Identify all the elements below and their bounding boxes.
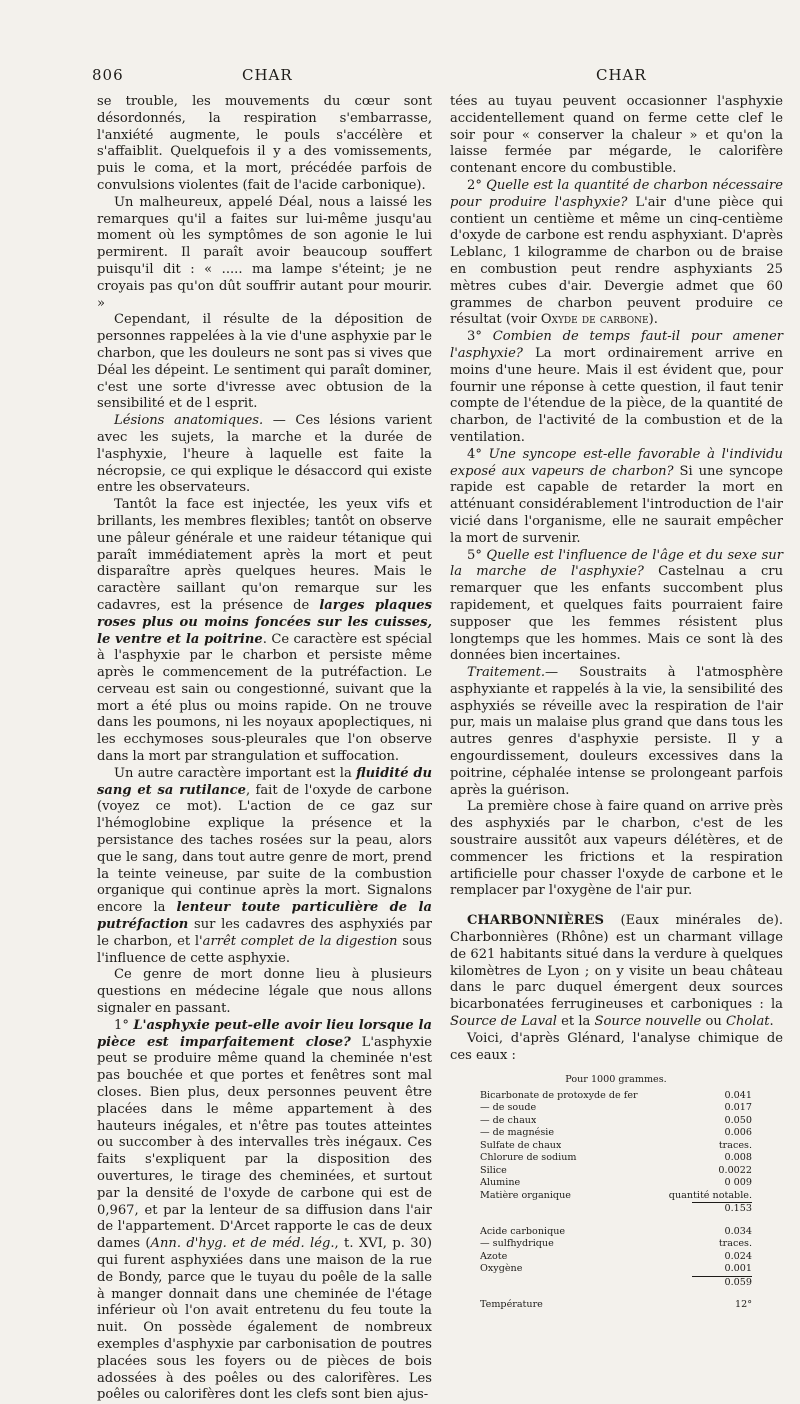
paragraph [450,548,783,666]
paragraph-text: . [769,1014,774,1030]
paragraph-text: sur les cadavres des asphyxiés par le charbon, et l' [97,917,432,949]
paragraph: Cependant, il résulte de la déposition de personnes rappelées à la vie d'une asphyxie par le charbon, que les douleurs ne sont pas si vives que Déal les dépeint. Le sentiment qui paraît dominer, c'est une sorte d'ivresse avec obtusion de la sensibilité et de l esprit. [97,312,432,412]
row-value: 0.006 [724,1127,752,1139]
emphasis: Source nouvelle [594,1014,702,1030]
paragraph-text: et la [556,1014,595,1030]
row-value: 0.008 [724,1152,752,1164]
table-row [480,1102,752,1115]
table-row [480,1238,752,1251]
citation: Ann. d'hyg. et de méd. lég. [150,1236,335,1252]
table-row [480,1299,752,1312]
paragraph [450,447,783,548]
cross-reference: Oxyde de carbone [540,312,649,328]
row-label: Azote [480,1250,508,1262]
emphasis: Cholat [725,1014,770,1030]
row-value: 0 009 [724,1177,752,1189]
paragraph-text: (Eaux minérales de). Charbonnières (Rhône) est un charmant village de 621 habitants situé dans la verdure à quelques kilomètres de Lyon ; on y visite un beau château dans le parc duquel émergent deux sources bicarbonatées ferrugineuses et carboniques : la [450,913,783,1013]
paragraph-text: — Soustraits à l'atmosphère asphyxiante et rappelés à la vie, la sensibilité des asphyxiés se réveille avec la respiration de l'air pur, mais un malaise plus grand que dans tous les autres genres d'asphyxie persiste. Il y a engourdissement, douleurs excessives dans la poitrine, céphalée intense se prolongeant parfois après la guérison. [450,665,783,798]
row-label: — sulfhydrique [480,1238,554,1250]
paragraph [450,178,783,329]
row-label: — de magnésie [480,1127,554,1139]
right-column [450,94,783,1312]
row-label: Bicarbonate de protoxyde de fer [480,1089,638,1101]
emphasis: arrêt complet de la digestion [202,933,398,949]
row-value: 0.017 [724,1102,752,1114]
table-row [480,1190,752,1203]
question-number: 1° [114,1017,134,1033]
paragraph [97,497,432,766]
table-body-gases [480,1226,752,1276]
question-title: Combien de temps faut-il pour amener l'asphyxie? [450,329,783,361]
question-number: 2° [467,177,487,193]
row-value: 0.041 [724,1089,752,1101]
row-value: traces. [718,1139,752,1151]
page-number: 806 [92,66,124,84]
question-number: 5° [467,547,487,563]
emphasis: fluidité du sang et sa rutilance [97,765,432,798]
row-label: Oxygène [480,1263,523,1275]
row-value: quantité notable. [668,1189,752,1201]
row-label: Acide carbonique [480,1225,566,1237]
question-title: Quelle est la quantité de charbon nécessaire pour produire l'asphyxie? [450,177,783,210]
question-number: 4° [467,446,489,462]
paragraph: La première chose à faire quand on arrive près des asphyxiés par le charbon, c'est de les soustraire aussitôt aux vapeurs délétères, et de commencer les frictions et la respiration artificielle pour chasser l'oxyde de carbone et le remplacer par l'oxygène de l'air pur. [450,799,783,899]
table-row [480,1090,752,1103]
table-total: 0.153 [692,1202,752,1216]
emphasis: lenteur toute particulière de la putréfaction [97,900,432,933]
paragraph: se trouble, les mouvements du cœur sont désordonnés, la respiration s'embarrasse, l'anxiété augmente, le pouls s'accélère et s'affaiblit. Quelquefois il y a des vomissements, puis le coma, et la mort, précédée parfois de convulsions violentes (fait de l'acide carbonique). [97,94,432,193]
table-row [480,1140,752,1153]
section-title: Lésions anatomiques. [114,413,264,429]
row-label: Température [480,1299,543,1311]
question-title: L'asphyxie peut-elle avoir lieu lorsque la pièce est imparfaitement close? [97,1017,433,1050]
question-title: Une syncope est-elle favorable à l'individu exposé aux vapeurs de charbon? [450,446,783,479]
paragraph-text: La mort ordinairement arrive en moins d'une heure. Mais il est évident que, pour fournir une réponse à cette question, il faut tenir compte de l'étendue de la pièce, de la quantité de charbon, de l'activité de la combustion et de la ventilation. [450,345,783,445]
left-column [97,94,432,1404]
entry-headword: CHARBONNIÈRES [467,913,604,929]
table-row [480,1127,752,1140]
running-head-left: CHAR [242,66,293,84]
paragraph-text: , fait de l'oxyde de carbone (voyez ce mot). L'action de ce gaz sur l'hémoglobine explique la présence et la persistance des taches rosées sur la peau, alors que le sang, dans tout autre genre de mort, prend la teinte veineuse, par suite de la combustion organique qui continue après la mort. Signalons encore la [97,782,432,916]
paragraph [450,329,783,447]
row-value: 0.0022 [718,1164,752,1176]
table-row [480,1226,752,1239]
paragraph-text: L'asphyxie peut se produire même quand la cheminée n'est pas bouchée et que portes et fenêtres sont mal closes. Bien plus, deux personnes peuvent être placées dans le même appartement à des hauteurs inégales, et n'être pas toutes atteintes ou succomber à des intervalles très inégaux. Ces faits s'expliquent par la disposition des ouvertures, le tirage des cheminées, et surtout par la densité de l'oxyde de carbone qui est de 0,967, et par la lenteur de sa diffusion dans l'air de l'appartement. D'Arcet rapporte le cas de deux dames ( [97,1034,433,1252]
emphasis: larges plaques roses plus ou moins foncées sur les cuisses, le ventre et la poitrine [97,597,433,647]
paragraph-text: Un autre caractère important est la [114,765,357,781]
row-value: 12° [734,1299,752,1311]
paragraph-text: — Ces lésions varient avec les sujets, la marche et la durée de l'asphyxie, l'heure à laquelle est faite la nécropsie, ce qui explique le désaccord qui existe entre les observateurs. [97,413,433,496]
table-row [480,1263,752,1276]
row-label: Silice [480,1164,507,1176]
paragraph-text: , t. XVI, p. 30) qui furent asphyxiées dans une maison de la rue de Bondy, parce que le tuyau du poêle de la salle à manger donnait dans une cheminée de l'étage inférieur où l'on avait entretenu du feu toute la nuit. On possède également de nombreux exemples d'asphyxie par carbonisation de poutres placées sous les foyers ou de pièces de bois adossées à des poêles ou des calorifères. Les poêles ou calorifères dont les clefs sont bien ajus- [97,1236,432,1403]
row-value: traces. [718,1238,752,1250]
table-row [480,1152,752,1165]
row-value: 0.034 [724,1225,752,1237]
paragraph: tées au tuyau peuvent occasionner l'asphyxie accidentellement quand on ferme cette clef le soir pour « conserver la chaleur » et qu'on la laisse fermée par mégarde, le calorifère contenant encore du combustible. [450,94,783,177]
table-caption: Pour 1000 grammes. [565,1074,667,1086]
table-row [480,1115,752,1128]
paragraph-text: L'air d'une pièce qui contient un centième et même un cinq-centième d'oxyde de carbone est rendu asphyxiant. D'après Leblanc, 1 kilogramme de charbon ou de braise en combustion peut rendre asphyxiants 25 mètres cubes d'air. Devergie admet que 60 grammes de charbon peuvent produire ce résultat (voir [450,194,783,328]
spacer [480,1289,752,1299]
running-head-right: CHAR [596,66,647,84]
paragraph [97,413,432,497]
row-value: 0.024 [724,1250,752,1262]
paragraph [97,766,432,968]
question-title: Quelle est l'influence de l'âge et du sexe sur la marche de l'asphyxie? [450,547,783,580]
analysis-table [480,1074,752,1312]
row-label: Chlorure de sodium [480,1152,577,1164]
row-value: 0.050 [724,1114,752,1126]
paragraph-text: ou [701,1014,726,1030]
row-label: Matière organique [480,1189,571,1201]
section-title: Traitement. [467,665,546,681]
row-label: Sulfate de chaux [480,1139,562,1151]
emphasis: Source de Laval [450,1014,557,1030]
paragraph: Ce genre de mort donne lieu à plusieurs questions en médecine légale que nous allons signaler en passant. [97,967,432,1017]
table-row [480,1165,752,1178]
table-row [480,1177,752,1190]
table-total: 0.059 [692,1276,752,1290]
row-label: — de chaux [480,1114,537,1126]
row-label: — de soude [480,1102,537,1114]
paragraph-text: sous l'influence de cette asphyxie. [97,933,432,966]
table-row [480,1251,752,1264]
spacer [450,900,783,913]
paragraph: Un malheureux, appelé Déal, nous a laissé les remarques qu'il a faites sur lui-même jusqu'au moment où les symptômes de son agonie le lui permirent. Il paraît avoir beaucoup souffert puisqu'il dit : « ..... ma lampe s'éteint; je ne croyais pas qu'on dût souffrir autant pour mourir. » [97,194,432,311]
question-number: 3° [467,329,493,345]
table-body-salts [480,1090,752,1203]
paragraph-text: Castelnau a cru remarquer que les enfants succombent plus rapidement, et quelques faits pourraient faire supposer que les femmes résistent plus longtemps que les hommes. Mais ce sont là des données bien incertaines. [450,564,783,664]
paragraph: Voici, d'après Glénard, l'analyse chimique de ces eaux : [450,1030,783,1063]
paragraph-text: ). [648,312,658,328]
paragraph [450,913,783,1031]
row-label: Alumine [480,1177,521,1189]
spacer [480,1216,752,1226]
paragraph-text: . Ce caractère est spécial à l'asphyxie par le charbon et persiste même après le commencement de la putréfaction. Le cerveau est sain ou congestionné, suivant que la mort a été plus ou moins rapide. On ne trouve dans les poumons, ni les noyaux apoplectiques, ni les ecchymoses sous-pleurales que l'on observe dans la mort par strangulation et suffocation. [97,631,433,765]
paragraph-text: Si une syncope rapide est capable de retarder la mort en atténuant considérablement l'introduction de l'air vicié dans l'organisme, elle ne saurait empêcher la mort de survenir. [450,463,783,546]
row-value: 0.001 [724,1263,752,1275]
paragraph [450,665,783,799]
paragraph-text: Tantôt la face est injectée, les yeux vifs et brillants, les membres flexibles; tantôt on observe une pâleur générale et une raideur tétanique qui paraît immédiatement après la mort et peut disparaître après quelques heures. Mais le caractère saillant qu'on remarque sur les cadavres, est la présence de [97,497,432,613]
